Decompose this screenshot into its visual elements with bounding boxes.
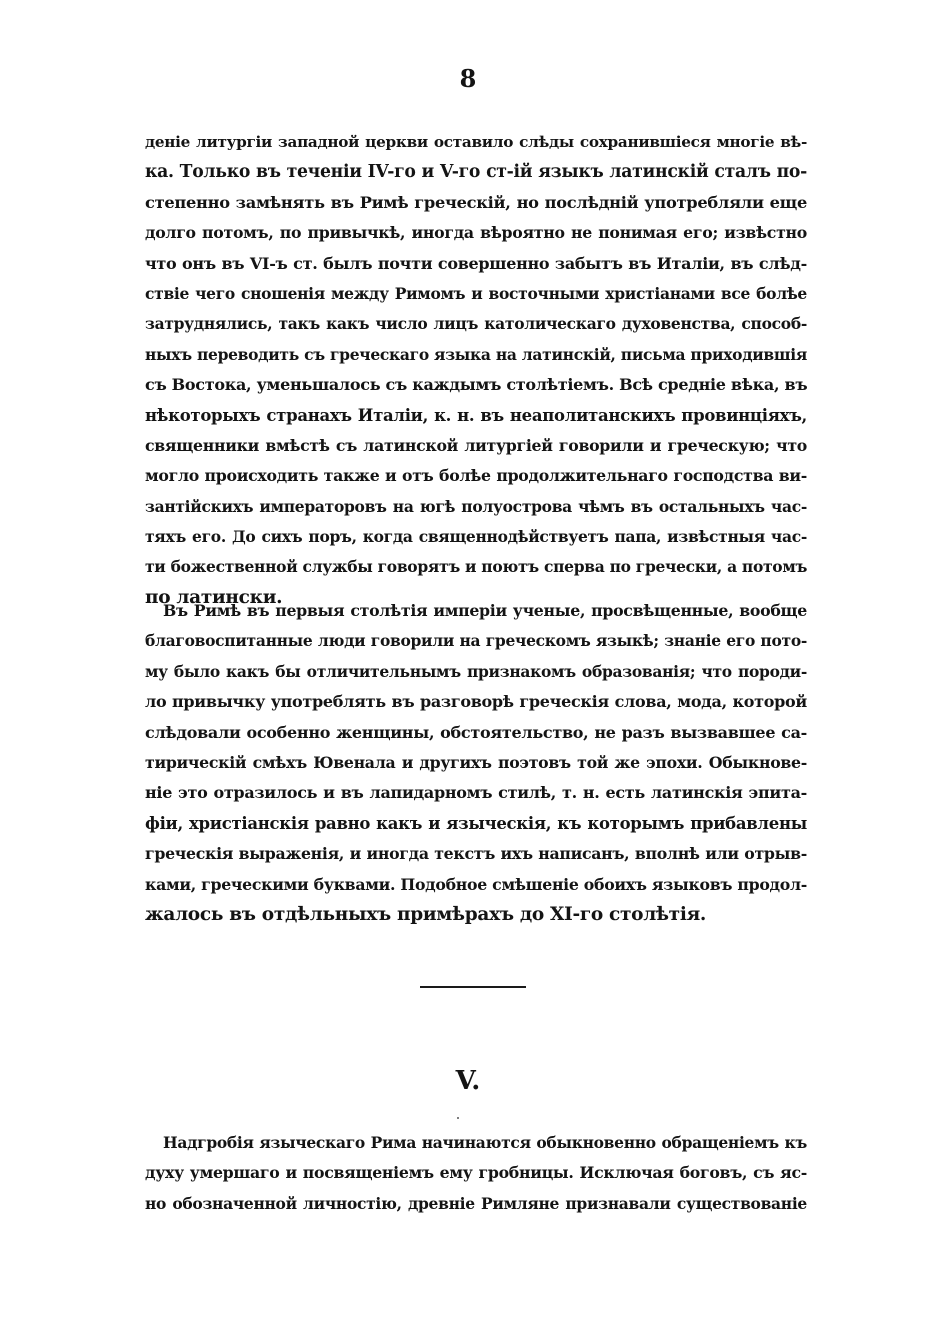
text-line: ками, греческими буквами. Подобное смѣшеніе обоихъ языковъ продол- (145, 874, 807, 894)
text-line: благовоспитанные люди говорили на греческомъ языкѣ; знаніе его пото- (145, 631, 807, 651)
text-line: тяхъ его. До сихъ поръ, когда священнодѣйствуетъ папа, извѣстныя час- (145, 527, 807, 547)
section-divider (420, 986, 526, 988)
text-line: степенно замѣнять въ Римѣ греческій, но послѣдній употребляли еще (145, 192, 807, 212)
text-line: ніе это отразилось и въ лапидарномъ стилѣ, т. н. есть латинскія эпита- (145, 783, 807, 803)
text-line: греческія выраженія, и иногда текстъ ихъ написанъ, вполнѣ или отрыв- (145, 844, 807, 864)
text-line: жалось въ отдѣльныхъ примѣрахъ до XI-го столѣтія. (145, 903, 707, 925)
text-line: ло привычку употреблять въ разговорѣ греческія слова, мода, которой (145, 692, 807, 712)
text-line: Надгробія языческаго Рима начинаются обыкновенно обращеніемъ къ (163, 1133, 807, 1152)
text-line: затруднялись, такъ какъ число лицъ католическаго духовенства, способ- (145, 314, 807, 334)
text-line: духу умершаго и посвященіемъ ему гробницы. Исключая боговъ, съ яс- (145, 1163, 807, 1183)
text-line: нѣкоторыхъ странахъ Италіи, к. н. въ неаполитанскихъ провинціяхъ, (145, 405, 807, 425)
text-line: по латински. (145, 586, 283, 608)
paragraph-1 (145, 127, 807, 613)
text-line: ствіе чего сношенія между Римомъ и восточными христіанами все болѣе (145, 283, 807, 303)
text-line: священники вмѣстѣ съ латинской литургіей говорили и греческую; что (145, 435, 807, 455)
text-line: Въ Римѣ въ первыя столѣтія имперіи ученые, просвѣщенные, вообще (163, 601, 807, 620)
paragraph-3 (145, 1128, 807, 1219)
text-line: ныхъ переводить съ греческаго языка на латинскій, письма приходившія (145, 344, 807, 364)
text-line: ти божественной службы говорятъ и поютъ сперва по гречески, а потомъ (145, 557, 808, 577)
print-speck (457, 1117, 459, 1119)
text-line: тирическій смѣхъ Ювенала и другихъ поэтовъ той же эпохи. Обыкнове- (145, 752, 807, 772)
text-line: ка. Только въ теченіи IV-го и V-го ст-ій языкъ латинскій сталъ по- (145, 162, 807, 183)
page-number: 8 (459, 64, 477, 93)
text-line: съ Востока, уменьшалось съ каждымъ столѣтіемъ. Всѣ средніе вѣка, въ (145, 375, 808, 395)
text-line: слѣдовали особенно женщины, обстоятельство, не разъ вызвавшее са- (145, 722, 807, 742)
text-line: что онъ въ VI-ъ ст. былъ почти совершенно забытъ въ Италіи, въ слѣд- (145, 253, 807, 273)
text-line: фіи, христіанскія равно какъ и языческія, къ которымъ прибавлены (145, 813, 807, 833)
text-line: долго потомъ, по привычкѣ, иногда вѣроятно не понимая его; извѣстно (145, 223, 807, 243)
text-line: деніе литургіи западной церкви оставило слѣды сохранившіеся многіе вѣ- (145, 133, 807, 151)
section-heading: V. (455, 1066, 481, 1096)
text-line: зантійскихъ императоровъ на югѣ полуострова чѣмъ въ остальныхъ час- (145, 496, 807, 516)
text-line: му было какъ бы отличительнымъ признакомъ образованія; что породи- (145, 661, 807, 681)
text-line: могло происходить также и отъ болѣе продолжительнаго господства ви- (145, 466, 807, 486)
paragraph-2 (145, 596, 807, 930)
text-line: но обозначенной личностію, древніе Римляне признавали существованіе (145, 1193, 807, 1213)
